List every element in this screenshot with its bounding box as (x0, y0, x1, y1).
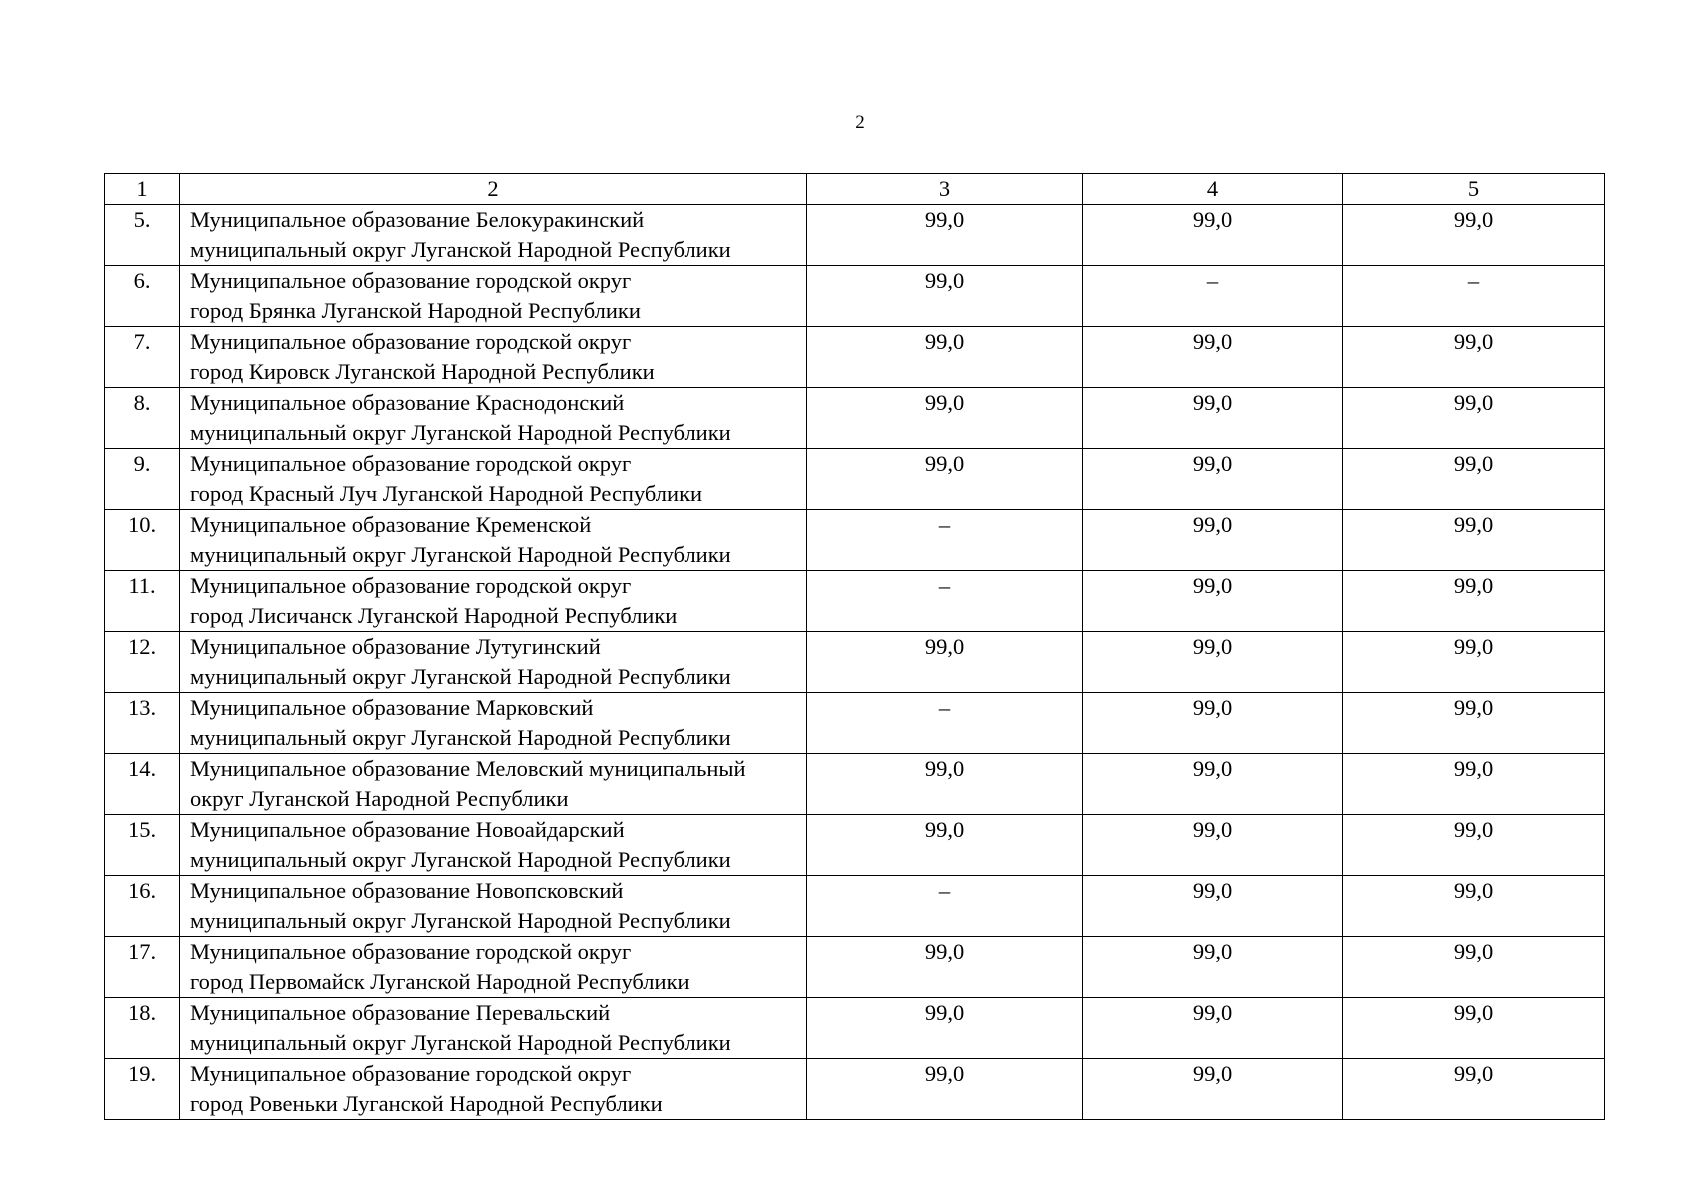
value-col-5: 99,0 (1343, 632, 1605, 693)
value-col-5: 99,0 (1343, 693, 1605, 754)
table-row (105, 266, 1605, 327)
value-col-4: 99,0 (1083, 998, 1343, 1059)
value-col-4: 99,0 (1083, 327, 1343, 388)
table-row (105, 937, 1605, 998)
row-number: 18. (105, 998, 180, 1059)
municipality-name (180, 449, 807, 510)
value-col-4: – (1083, 266, 1343, 327)
municipality-name-line-1: Муниципальное образование Новопсковский (190, 878, 624, 903)
column-header: 3 (807, 174, 1083, 205)
value-col-3: 99,0 (807, 205, 1083, 266)
value-col-4: 99,0 (1083, 693, 1343, 754)
row-number: 17. (105, 937, 180, 998)
value-col-4: 99,0 (1083, 205, 1343, 266)
municipality-name (180, 937, 807, 998)
value-col-3: 99,0 (807, 937, 1083, 998)
table-row (105, 998, 1605, 1059)
value-col-3: 99,0 (807, 266, 1083, 327)
municipality-name-line-1: Муниципальное образование городской округ (190, 573, 632, 598)
value-col-3: 99,0 (807, 1059, 1083, 1120)
municipality-name-line-2: муниципальный округ Луганской Народной Республики (190, 1030, 731, 1055)
row-number: 13. (105, 693, 180, 754)
value-col-5: 99,0 (1343, 571, 1605, 632)
municipality-name-line-1: Муниципальное образование Новоайдарский (190, 817, 625, 842)
column-header: 2 (180, 174, 807, 205)
value-col-4: 99,0 (1083, 571, 1343, 632)
value-col-3: 99,0 (807, 632, 1083, 693)
municipality-name (180, 1059, 807, 1120)
value-col-4: 99,0 (1083, 876, 1343, 937)
value-col-3: – (807, 693, 1083, 754)
row-number: 11. (105, 571, 180, 632)
value-col-5: 99,0 (1343, 1059, 1605, 1120)
value-col-4: 99,0 (1083, 632, 1343, 693)
municipality-name-line-2: муниципальный округ Луганской Народной Республики (190, 664, 731, 689)
table-row (105, 876, 1605, 937)
table-row (105, 1059, 1605, 1120)
value-col-5: 99,0 (1343, 937, 1605, 998)
municipality-name-line-1: Муниципальное образование городской округ (190, 939, 632, 964)
municipality-name (180, 693, 807, 754)
municipality-name-line-2: муниципальный округ Луганской Народной Республики (190, 725, 731, 750)
row-number: 9. (105, 449, 180, 510)
municipality-name-line-1: Муниципальное образование Меловский муниципальный (190, 756, 746, 781)
municipality-name (180, 998, 807, 1059)
municipality-name-line-2: муниципальный округ Луганской Народной Республики (190, 237, 731, 262)
municipality-name (180, 815, 807, 876)
municipality-name-line-1: Муниципальное образование Лутугинский (190, 634, 601, 659)
municipality-name-line-1: Муниципальное образование городской округ (190, 451, 632, 476)
value-col-3: 99,0 (807, 388, 1083, 449)
municipality-name-line-1: Муниципальное образование Краснодонский (190, 390, 625, 415)
municipality-name (180, 754, 807, 815)
column-header: 1 (105, 174, 180, 205)
municipality-name-line-1: Муниципальное образование городской округ (190, 329, 632, 354)
row-number: 12. (105, 632, 180, 693)
value-col-5: 99,0 (1343, 998, 1605, 1059)
row-number: 19. (105, 1059, 180, 1120)
value-col-3: 99,0 (807, 449, 1083, 510)
municipality-name-line-1: Муниципальное образование городской округ (190, 1061, 632, 1086)
value-col-5: 99,0 (1343, 388, 1605, 449)
municipality-name (180, 632, 807, 693)
data-table (104, 173, 1605, 1120)
value-col-4: 99,0 (1083, 449, 1343, 510)
municipality-name (180, 510, 807, 571)
municipality-name-line-2: муниципальный округ Луганской Народной Республики (190, 542, 731, 567)
table-row (105, 388, 1605, 449)
municipality-name-line-2: муниципальный округ Луганской Народной Республики (190, 908, 731, 933)
municipality-name-line-1: Муниципальное образование Кременской (190, 512, 592, 537)
table-row (105, 571, 1605, 632)
municipality-name (180, 571, 807, 632)
table-row (105, 205, 1605, 266)
table-row (105, 510, 1605, 571)
value-col-5: 99,0 (1343, 205, 1605, 266)
municipality-name (180, 205, 807, 266)
value-col-3: – (807, 571, 1083, 632)
municipality-name (180, 327, 807, 388)
column-header: 4 (1083, 174, 1343, 205)
value-col-4: 99,0 (1083, 388, 1343, 449)
value-col-4: 99,0 (1083, 1059, 1343, 1120)
page-number: 2 (855, 112, 865, 133)
column-header: 5 (1343, 174, 1605, 205)
municipality-name-line-1: Муниципальное образование Перевальский (190, 1000, 611, 1025)
row-number: 6. (105, 266, 180, 327)
municipality-name-line-2: город Брянка Луганской Народной Республики (190, 298, 641, 323)
municipality-name-line-2: город Ровеньки Луганской Народной Республики (190, 1091, 663, 1116)
value-col-3: 99,0 (807, 815, 1083, 876)
municipality-name-line-2: муниципальный округ Луганской Народной Республики (190, 847, 731, 872)
municipality-name-line-1: Муниципальное образование Марковский (190, 695, 594, 720)
municipality-name-line-2: округ Луганской Народной Республики (190, 786, 569, 811)
municipality-name (180, 388, 807, 449)
value-col-5: 99,0 (1343, 876, 1605, 937)
value-col-3: – (807, 510, 1083, 571)
value-col-3: 99,0 (807, 327, 1083, 388)
table-row (105, 632, 1605, 693)
municipality-name (180, 876, 807, 937)
table-row (105, 754, 1605, 815)
value-col-5: 99,0 (1343, 449, 1605, 510)
municipality-name-line-2: город Первомайск Луганской Народной Республики (190, 969, 690, 994)
row-number: 7. (105, 327, 180, 388)
value-col-5: 99,0 (1343, 815, 1605, 876)
table-row (105, 327, 1605, 388)
row-number: 14. (105, 754, 180, 815)
value-col-5: 99,0 (1343, 327, 1605, 388)
municipality-name-line-2: город Красный Луч Луганской Народной Республики (190, 481, 703, 506)
value-col-4: 99,0 (1083, 815, 1343, 876)
value-col-3: 99,0 (807, 998, 1083, 1059)
value-col-5: 99,0 (1343, 754, 1605, 815)
municipality-name-line-2: город Лисичанск Луганской Народной Республики (190, 603, 678, 628)
table-row (105, 693, 1605, 754)
municipality-name-line-2: муниципальный округ Луганской Народной Республики (190, 420, 731, 445)
value-col-5: – (1343, 266, 1605, 327)
table-row (105, 815, 1605, 876)
row-number: 15. (105, 815, 180, 876)
municipality-name-line-2: город Кировск Луганской Народной Республики (190, 359, 655, 384)
row-number: 10. (105, 510, 180, 571)
value-col-5: 99,0 (1343, 510, 1605, 571)
table-header-row (105, 174, 1605, 205)
value-col-3: – (807, 876, 1083, 937)
value-col-4: 99,0 (1083, 510, 1343, 571)
value-col-4: 99,0 (1083, 754, 1343, 815)
table-row (105, 449, 1605, 510)
row-number: 5. (105, 205, 180, 266)
value-col-3: 99,0 (807, 754, 1083, 815)
municipality-name-line-1: Муниципальное образование Белокуракинский (190, 207, 645, 232)
municipality-name-line-1: Муниципальное образование городской округ (190, 268, 632, 293)
municipality-name (180, 266, 807, 327)
row-number: 16. (105, 876, 180, 937)
value-col-4: 99,0 (1083, 937, 1343, 998)
row-number: 8. (105, 388, 180, 449)
